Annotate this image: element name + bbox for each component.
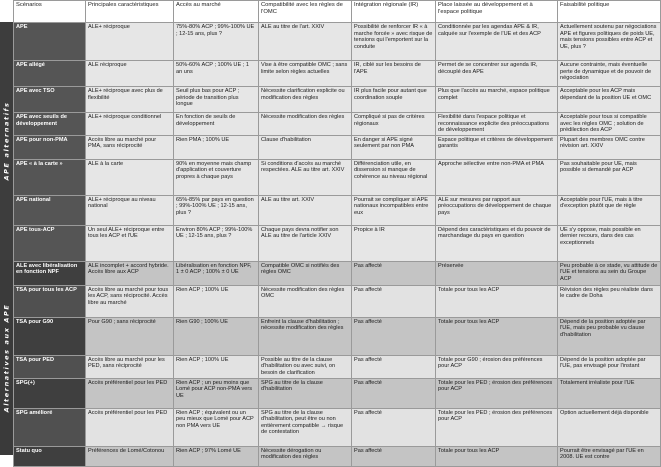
table-row <box>14 225 661 261</box>
cell-regional-integration: Pas affecté <box>352 317 436 355</box>
cell-characteristics: ALE+ réciproque au niveau national <box>86 195 174 225</box>
header-market-access: Accès au marché <box>174 1 259 23</box>
cell-scenario: APE allégé <box>14 61 86 87</box>
cell-market-access: Environ 80% ACP ; 99%-100% UE ; 12-15 ans, plus ? <box>174 225 259 261</box>
cell-characteristics: Accès libre au marché pour les PED, sans réciprocité <box>86 355 174 378</box>
side-label-text-top: APE alternatifs <box>2 101 11 181</box>
cell-scenario: SPG(+) <box>14 378 86 408</box>
cell-characteristics: Accès préférentiel pour les PED <box>86 378 174 408</box>
cell-regional-integration: Pas affecté <box>352 446 436 466</box>
cell-scenario: APE pour non-PMA <box>14 135 86 159</box>
cell-market-access: Seuil plus bas pour ACP ; période de transition plus longue <box>174 87 259 113</box>
cell-feasibility: Totalement irréaliste pour l'UE <box>558 378 661 408</box>
cell-development: Plus que l'accès au marché, espace politique complet <box>436 87 558 113</box>
cell-feasibility: Acceptable pour l'UE, mais à titre d'exception plutôt que de règle <box>558 195 661 225</box>
header-wto-compatibility: Compatibilité avec les règles de l'OMC <box>259 1 352 23</box>
cell-characteristics: Un seul ALE+ réciproque entre tous les ACP et l'UE <box>86 225 174 261</box>
header-development-space: Place laissée au développement et à l'espace politique <box>436 1 558 23</box>
cell-development: Préservée <box>436 261 558 285</box>
table-row <box>14 61 661 87</box>
cell-wto: ALE au titre art. XXIV <box>259 195 352 225</box>
cell-market-access: Rien ACP ; 97% Lomé UE <box>174 446 259 466</box>
cell-wto: Nécessite clarification explicite ou modification des règles <box>259 87 352 113</box>
cell-regional-integration: Pas affecté <box>352 261 436 285</box>
cell-feasibility: Aucune contrainte, mais éventuelle perte de dynamique et de pouvoir de négociation <box>558 61 661 87</box>
cell-wto: Vise à être compatible OMC ; sans limite selon règles actuelles <box>259 61 352 87</box>
cell-wto: Compatible OMC si notifiés des règles OMC <box>259 261 352 285</box>
cell-feasibility: Option actuellement déjà disponible <box>558 408 661 446</box>
cell-market-access: 90% en moyenne mais champ d'application et couverture propres à chaque pays <box>174 159 259 195</box>
cell-scenario: APE avec TSO <box>14 87 86 113</box>
cell-regional-integration: IR, ciblé sur les besoins de l'APE <box>352 61 436 87</box>
table-row <box>14 135 661 159</box>
cell-scenario: APE <box>14 23 86 61</box>
cell-market-access: En fonction de seuils de développement <box>174 113 259 136</box>
cell-development: Totale pour tous les ACP <box>436 317 558 355</box>
cell-scenario: APE « à la carte » <box>14 159 86 195</box>
cell-regional-integration: Différenciation utile, en dissension si manque de cohérence au niveau régional <box>352 159 436 195</box>
cell-scenario: TSA pour G90 <box>14 317 86 355</box>
cell-wto: SPG au titre de la clause d'habilitation <box>259 378 352 408</box>
cell-market-access: 50%-60% ACP ; 100% UE ; 1 an uns <box>174 61 259 87</box>
cell-development: Totale pour les PED ; érosion des préférences pour ACP <box>436 378 558 408</box>
cell-feasibility: Dépend de la position adoptée par l'UE, mais peu probable vu clause d'habilitation <box>558 317 661 355</box>
header-regional-integration: Intégration régionale (IR) <box>352 1 436 23</box>
header-political-feasibility: Faisabilité politique <box>558 1 661 23</box>
cell-characteristics: Accès libre au marché pour PMA, sans réciprocité <box>86 135 174 159</box>
cell-development: Approche sélective entre non-PMA et PMA <box>436 159 558 195</box>
cell-feasibility: Pas souhaitable pour UE, mais possible si demandé par ACP <box>558 159 661 195</box>
cell-development: Totale pour les PED ; érosion des préférences pour ACP <box>436 408 558 446</box>
cell-wto: Possible au titre de la clause d'habilitation ou avec suivi, on besoin de clarification <box>259 355 352 378</box>
cell-market-access: Libéralisation en fonction NPF, 1 ± 0 ACP ; 100% ± 0 UE <box>174 261 259 285</box>
scenarios-table <box>13 0 661 467</box>
cell-wto: Clause d'habilitation <box>259 135 352 159</box>
cell-feasibility: Pourrait être envisagé par l'UE en 2008. UE est contre <box>558 446 661 466</box>
cell-development: ALE sur mesures par rapport aux préoccupations de développement de chaque pays <box>436 195 558 225</box>
cell-development: Totale pour G90 ; érosion des préférences pour ACP <box>436 355 558 378</box>
cell-characteristics: ALE+ réciproque <box>86 23 174 61</box>
cell-scenario: APE national <box>14 195 86 225</box>
cell-market-access: Rien PMA ; 100% UE <box>174 135 259 159</box>
cell-scenario: ALE avec libéralisation en fonction NPF <box>14 261 86 285</box>
cell-development: Permet de se concentrer sur agenda IR, découplé des APE <box>436 61 558 87</box>
cell-market-access: Rien G90 ; 100% UE <box>174 317 259 355</box>
cell-scenario: Statu quo <box>14 446 86 466</box>
table-row <box>14 355 661 378</box>
cell-characteristics: ALE incomplet + accord hybride. Accès libre aux ACP <box>86 261 174 285</box>
cell-development: Totale pour tous les ACP <box>436 446 558 466</box>
side-label-alternatives-to-epa <box>0 260 13 455</box>
cell-scenario: APE tous-ACP <box>14 225 86 261</box>
cell-scenario: APE avec seuils de développement <box>14 113 86 136</box>
cell-regional-integration: En danger si APE signé seulement par non PMA <box>352 135 436 159</box>
cell-development: Dépend des caractéristiques et du pouvoir de marchandage du pays en question <box>436 225 558 261</box>
cell-regional-integration: Pas affecté <box>352 355 436 378</box>
cell-wto: ALE au titre de l'art. XXIV <box>259 23 352 61</box>
cell-scenario: SPG amélioré <box>14 408 86 446</box>
cell-market-access: Rien ACP ; 100% UE <box>174 355 259 378</box>
cell-wto: Chaque pays devra notifier son ALE au titre de l'article XXIV <box>259 225 352 261</box>
cell-development: Flexibilité dans l'espace politique et reconnaissance explicite des préoccupations de développement <box>436 113 558 136</box>
cell-feasibility: Acceptable pour les ACP mais dépendant de la position UE et OMC <box>558 87 661 113</box>
cell-wto: Nécessite dérogation ou modification des règles <box>259 446 352 466</box>
cell-characteristics: ALE+ réciproque avec plus de flexibilité <box>86 87 174 113</box>
cell-regional-integration: Compliqué si pas de critères régionaux <box>352 113 436 136</box>
cell-feasibility: Acceptable pour tous si compatible avec les règles OMC ; solution de prédilection des ACP <box>558 113 661 136</box>
table-row <box>14 285 661 317</box>
cell-wto: Si conditions d'accès au marché respectées. ALE au titre art. XXIV <box>259 159 352 195</box>
table-row <box>14 87 661 113</box>
side-label-text-bottom: Alternatives aux APE <box>2 303 11 412</box>
cell-scenario: TSA pour tous les ACP <box>14 285 86 317</box>
cell-characteristics: ALE+ réciproque conditionnel <box>86 113 174 136</box>
cell-feasibility: Révision des règles peu réaliste dans le cadre de Doha <box>558 285 661 317</box>
cell-development: Totale pour tous les ACP <box>436 285 558 317</box>
table-row <box>14 446 661 466</box>
cell-market-access: Rien ACP ; équivalent ou un peu mieux que Lomé pour ACP non PMA vers UE <box>174 408 259 446</box>
cell-feasibility: Actuellement soutenu par négociations APE et figures politiques de poids UE, mais tensions possibles entre ACP et UE, plus ? <box>558 23 661 61</box>
table-row <box>14 317 661 355</box>
cell-regional-integration: Pas affecté <box>352 378 436 408</box>
cell-regional-integration: Pourrait se compliquer si APE nationaux incompatibles entre eux <box>352 195 436 225</box>
cell-market-access: Rien ACP ; 100% UE <box>174 285 259 317</box>
cell-regional-integration: Propice à IR <box>352 225 436 261</box>
cell-characteristics: ALE à la carte <box>86 159 174 195</box>
table-row <box>14 113 661 136</box>
cell-characteristics: Accès libre au marché pour tous les ACP, sans réciprocité. Accès libre au marché <box>86 285 174 317</box>
cell-feasibility: Dépend de la position adoptée par l'UE, pas envisagé pour l'instant <box>558 355 661 378</box>
table-row <box>14 408 661 446</box>
cell-feasibility: Peu probable à ce stade, vu attitude de l'UE et tensions au sein du Groupe ACP <box>558 261 661 285</box>
cell-wto: Nécessite modification des règles <box>259 113 352 136</box>
cell-wto: SPG au titre de la clause d'habilitation, peut être ou non entièrement compatible → risque de contestation <box>259 408 352 446</box>
table-row <box>14 159 661 195</box>
cell-scenario: TSA pour PED <box>14 355 86 378</box>
cell-development: Conditionnée par les agendas APE & IR, calquée sur l'exemple de l'UE et des ACP <box>436 23 558 61</box>
table-row <box>14 23 661 61</box>
table-row <box>14 261 661 285</box>
cell-characteristics: Pour G90 ; sans réciprocité <box>86 317 174 355</box>
side-label-alternative-epa <box>0 22 13 260</box>
table-row <box>14 378 661 408</box>
cell-characteristics: Accès préférentiel pour les PED <box>86 408 174 446</box>
cell-characteristics: Préférences de Lomé/Cotonou <box>86 446 174 466</box>
cell-regional-integration: Pas affecté <box>352 285 436 317</box>
header-characteristics: Principales caractéristiques <box>86 1 174 23</box>
cell-regional-integration: Pas affecté <box>352 408 436 446</box>
cell-regional-integration: Possibilité de renforcer IR « à marche forcée » avec risque de tensions qui l'emportent sur la conduite <box>352 23 436 61</box>
cell-market-access: 65%-85% par pays en question ; 99%-100% UE ; 12-15 ans, plus ? <box>174 195 259 225</box>
cell-characteristics: ALE réciproque <box>86 61 174 87</box>
cell-feasibility: Plupart des membres OMC contre révision art. XXIV <box>558 135 661 159</box>
cell-development: Espace politique et critères de développement garantis <box>436 135 558 159</box>
header-scenarios: Scénarios <box>14 1 86 23</box>
cell-market-access: 75%-80% ACP ; 99%-100% UE ; 12-15 ans, plus ? <box>174 23 259 61</box>
cell-wto: Nécessite modification des règles OMC <box>259 285 352 317</box>
cell-market-access: Rien ACP ; un peu moins que Lomé pour ACP non-PMA vers UE <box>174 378 259 408</box>
cell-regional-integration: IR plus facile pour autant que coordination souple <box>352 87 436 113</box>
header-row <box>14 1 661 23</box>
cell-feasibility: UE s'y oppose, mais possible en dernier recours, dans des cas exceptionnels <box>558 225 661 261</box>
table-row <box>14 195 661 225</box>
cell-wto: Enfreint la clause d'habilitation ; nécessite modification des règles <box>259 317 352 355</box>
